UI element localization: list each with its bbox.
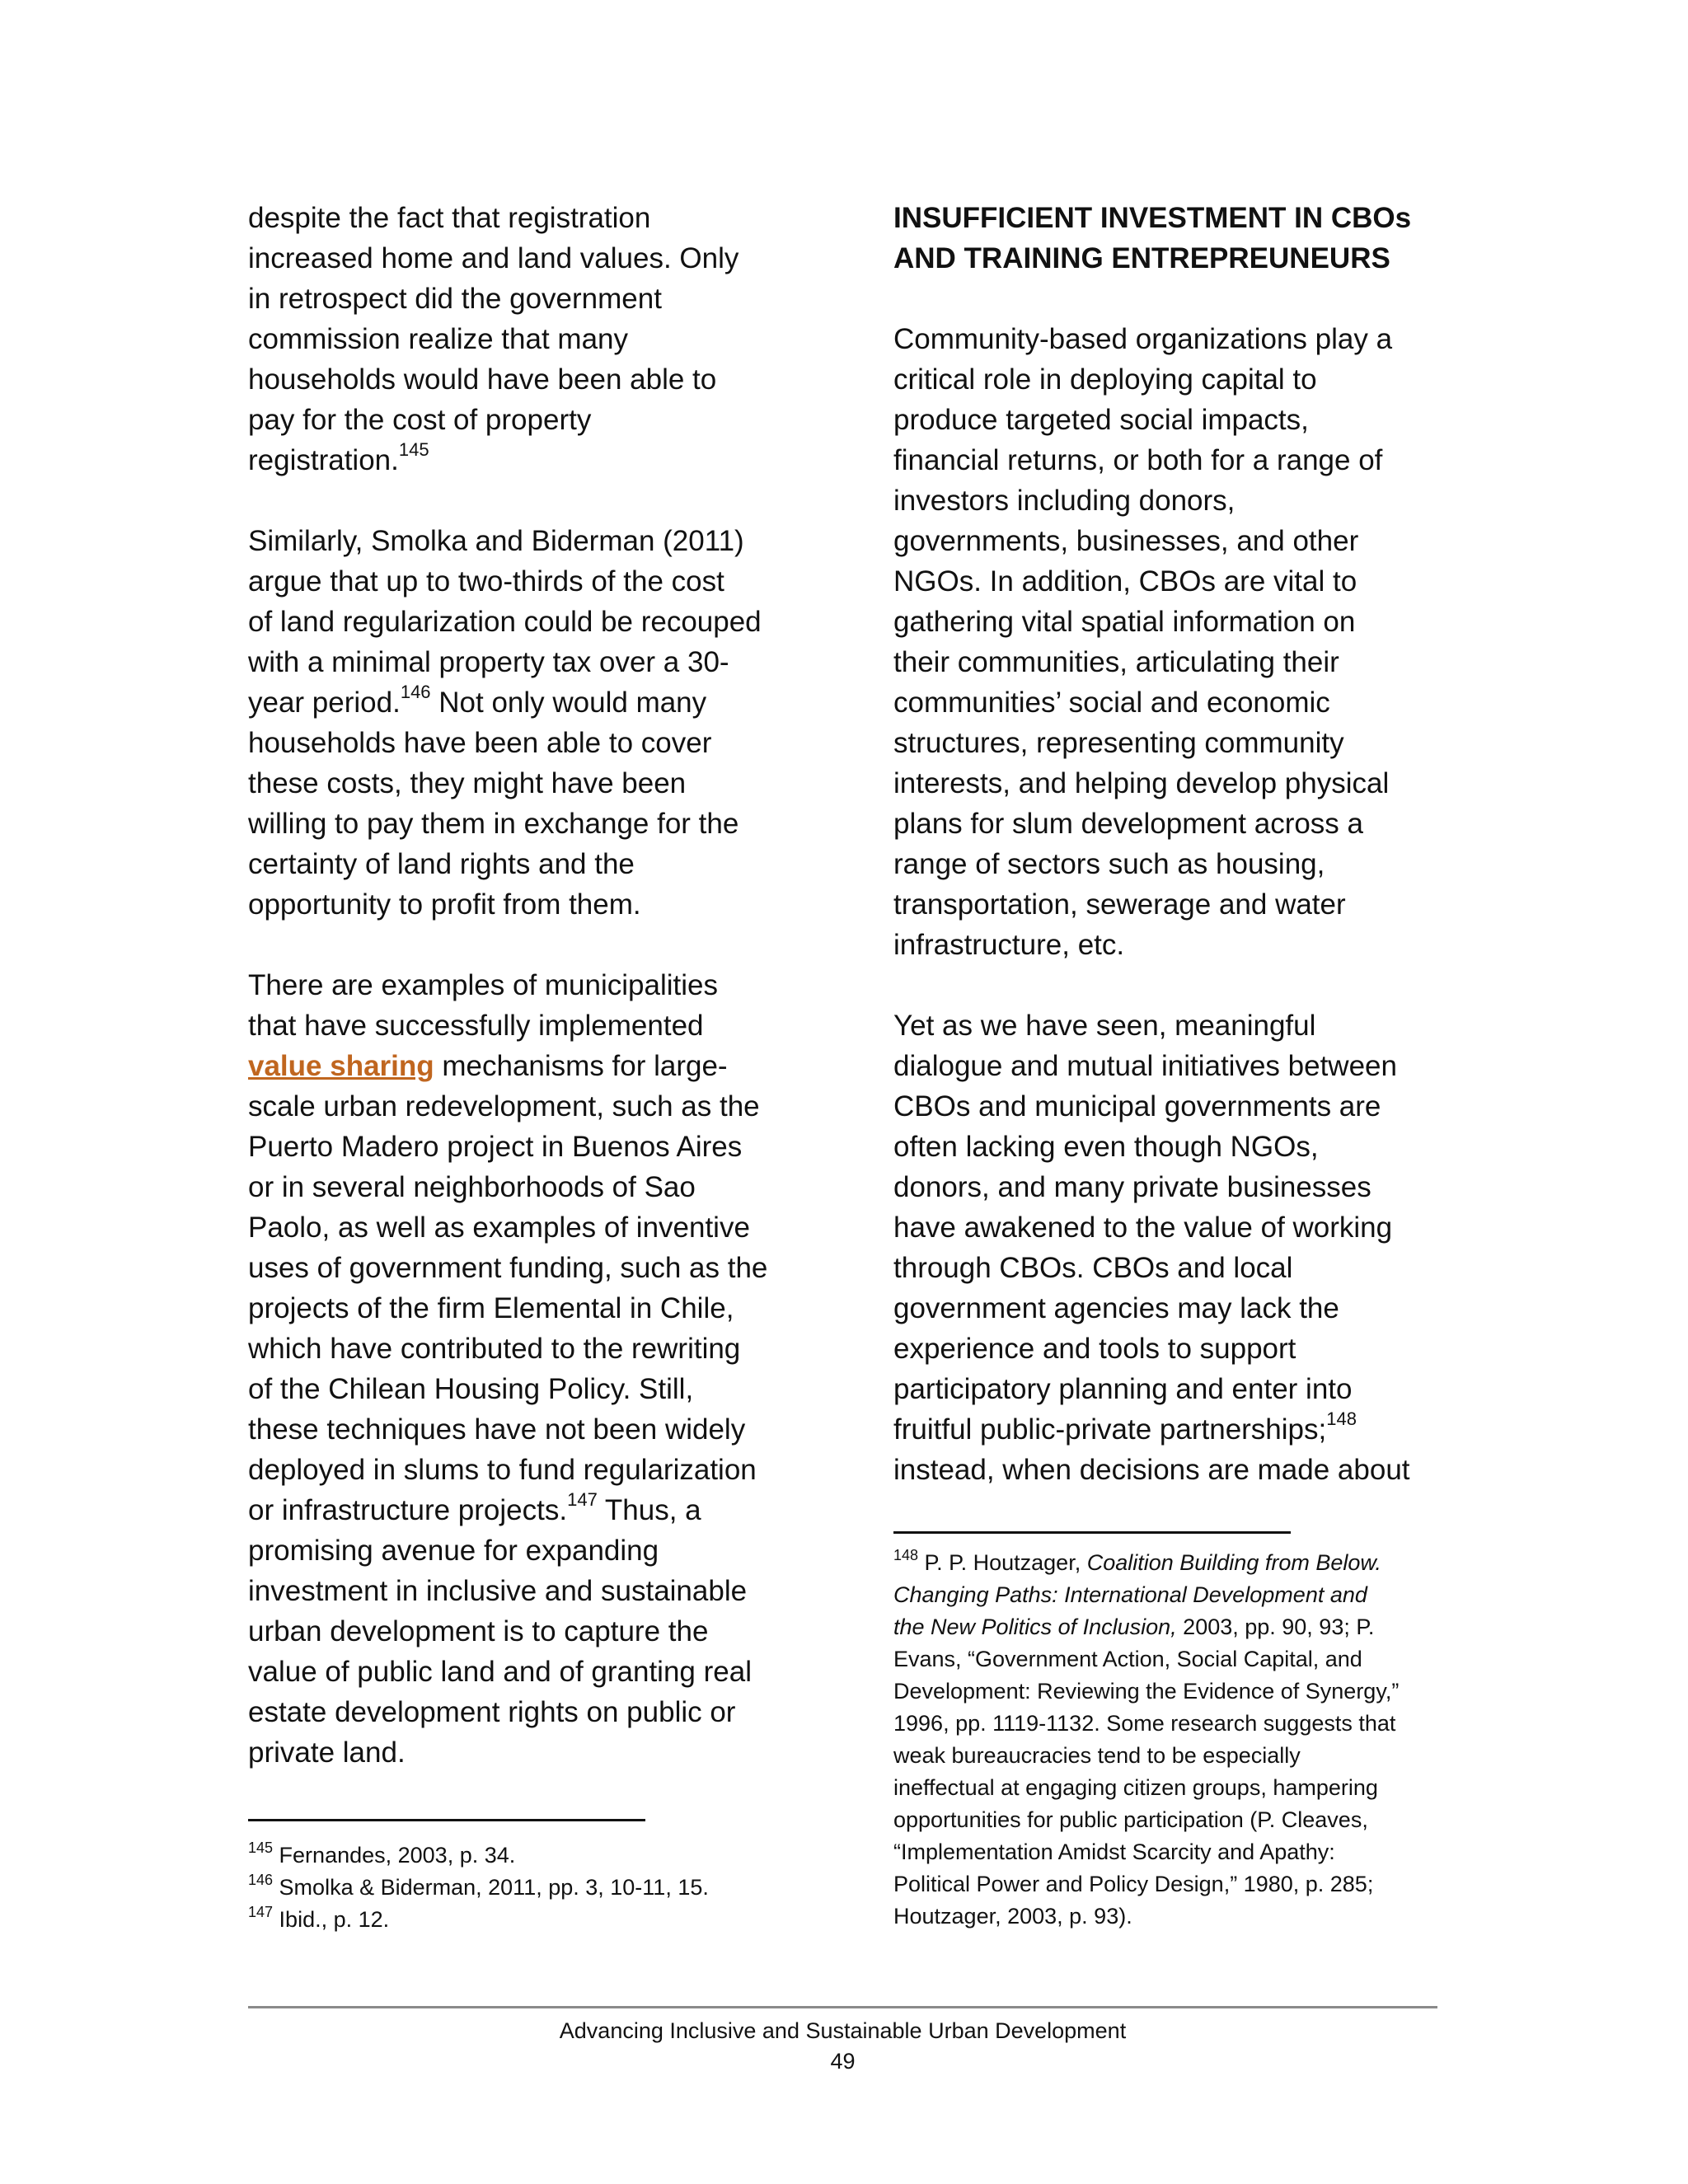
text-line: financial returns, or both for a range of: [893, 444, 1383, 476]
text-line: often lacking even though NGOs,: [893, 1131, 1319, 1163]
footer-title: Advancing Inclusive and Sustainable Urban Development: [559, 2018, 1127, 2043]
text-line: government agencies may lack the: [893, 1292, 1339, 1324]
right-footnotes: [893, 1547, 1470, 1933]
text-line: [248, 1046, 809, 1086]
text-line: [248, 1490, 809, 1530]
footnote-text: P. P. Houtzager,: [918, 1550, 1087, 1575]
text-line: promising avenue for expanding: [248, 1535, 659, 1567]
footnote-147: [248, 1904, 825, 1936]
text-line: these costs, they might have been: [248, 767, 687, 799]
paragraph-gap: [248, 925, 809, 965]
value-sharing-link[interactable]: value sharing: [248, 1050, 434, 1082]
text-line: Community-based organizations play a: [893, 323, 1393, 355]
footnote-line: [893, 1547, 1470, 1579]
footnote-line: Development: Reviewing the Evidence of Synergy,”: [893, 1679, 1400, 1704]
footnote-line: [893, 1579, 1470, 1611]
right-column: [893, 198, 1454, 1490]
footnote-ref-147[interactable]: 147: [567, 1489, 598, 1511]
footnote-ref-146[interactable]: 146: [400, 682, 431, 703]
text-line: infrastructure, etc.: [893, 929, 1125, 961]
text-line: range of sectors such as housing,: [893, 848, 1325, 880]
footnote-number: 145: [248, 1840, 274, 1856]
text-line: that have successfully implemented: [248, 1010, 704, 1042]
footnote-number: 147: [248, 1904, 274, 1920]
page-number: 49: [830, 2049, 856, 2074]
text-fragment: Thus, a: [597, 1494, 701, 1526]
footnote-text: Ibid., p. 12.: [273, 1907, 390, 1932]
text-line: which have contributed to the rewriting: [248, 1333, 741, 1365]
footnote-title: Changing Paths: International Development and: [893, 1582, 1367, 1607]
footnote-title: the New Politics of Inclusion,: [893, 1615, 1177, 1639]
footer-rule: [248, 2006, 1437, 2008]
text-fragment: registration.: [248, 444, 399, 476]
text-line: critical role in deploying capital to: [893, 363, 1317, 396]
text-line: through CBOs. CBOs and local: [893, 1252, 1293, 1284]
text-fragment: mechanisms for large-: [434, 1050, 728, 1082]
text-line: Puerto Madero project in Buenos Aires: [248, 1131, 743, 1163]
text-line: have awakened to the value of working: [893, 1212, 1393, 1244]
text-line: governments, businesses, and other: [893, 525, 1359, 557]
paragraph-gap: [893, 279, 1454, 319]
footnote-line: opportunities for public participation (P. Cleaves,: [893, 1807, 1368, 1832]
left-column: [248, 198, 809, 1773]
text-line: scale urban redevelopment, such as the: [248, 1090, 760, 1122]
text-fragment: year period.: [248, 687, 401, 719]
paragraph-gap: [248, 480, 809, 521]
footnote-146: [248, 1872, 825, 1904]
footnote-text: Fernandes, 2003, p. 34.: [273, 1843, 516, 1868]
footnote-line: Houtzager, 2003, p. 93).: [893, 1904, 1132, 1929]
text-line: value of public land and of granting real: [248, 1656, 752, 1688]
footnote-text: Smolka & Biderman, 2011, pp. 3, 10-11, 15.: [273, 1875, 709, 1900]
text-line: despite the fact that registration: [248, 202, 651, 234]
footnote-text: 2003, pp. 90, 93; P.: [1176, 1615, 1375, 1639]
text-line: increased home and land values. Only: [248, 242, 739, 274]
text-line: communities’ social and economic: [893, 687, 1330, 719]
text-line: with a minimal property tax over a 30-: [248, 646, 729, 678]
text-line: willing to pay them in exchange for the: [248, 808, 739, 840]
footnote-145: [248, 1840, 825, 1872]
text-line: [248, 682, 809, 723]
text-fragment: fruitful public-private partnerships;: [893, 1413, 1327, 1446]
text-line: uses of government funding, such as the: [248, 1252, 768, 1284]
text-line: pay for the cost of property: [248, 404, 592, 436]
text-line: projects of the firm Elemental in Chile,: [248, 1292, 734, 1324]
text-line: urban development is to capture the: [248, 1615, 709, 1647]
text-line: structures, representing community: [893, 727, 1344, 759]
text-line: opportunity to profit from them.: [248, 888, 641, 921]
footnote-line: 1996, pp. 1119-1132. Some research suggests that: [893, 1711, 1396, 1736]
footnote-separator: [893, 1531, 1291, 1534]
text-line: plans for slum development across a: [893, 808, 1363, 840]
text-line: participatory planning and enter into: [893, 1373, 1353, 1405]
text-line: CBOs and municipal governments are: [893, 1090, 1381, 1122]
paragraph-gap: [893, 965, 1454, 1005]
text-line: There are examples of municipalities: [248, 969, 718, 1001]
footnote-148: [893, 1547, 1470, 1933]
text-line: these techniques have not been widely: [248, 1413, 746, 1446]
text-line: commission realize that many: [248, 323, 628, 355]
text-line: Yet as we have seen, meaningful: [893, 1010, 1316, 1042]
text-line: produce targeted social impacts,: [893, 404, 1309, 436]
text-line: instead, when decisions are made about: [893, 1454, 1410, 1486]
text-line: certainty of land rights and the: [248, 848, 635, 880]
footnote-title: Coalition Building from Below.: [1086, 1550, 1381, 1575]
text-fragment: or infrastructure projects.: [248, 1494, 568, 1526]
text-line: donors, and many private businesses: [893, 1171, 1372, 1203]
section-heading: INSUFFICIENT INVESTMENT IN CBOs: [893, 202, 1412, 234]
text-line: [248, 440, 809, 480]
footnote-ref-145[interactable]: 145: [398, 439, 429, 461]
text-line: or in several neighborhoods of Sao: [248, 1171, 696, 1203]
footnote-line: Evans, “Government Action, Social Capital, and: [893, 1647, 1362, 1671]
text-line: argue that up to two-thirds of the cost: [248, 565, 724, 598]
text-line: dialogue and mutual initiatives between: [893, 1050, 1397, 1082]
text-line: of land regularization could be recouped: [248, 606, 762, 638]
text-line: households have been able to cover: [248, 727, 712, 759]
footnote-number: 146: [248, 1872, 274, 1888]
footnote-line: weak bureaucracies tend to be especially: [893, 1743, 1301, 1768]
text-line: experience and tools to support: [893, 1333, 1296, 1365]
text-line: households would have been able to: [248, 363, 717, 396]
footnote-line: “Implementation Amidst Scarcity and Apathy:: [893, 1840, 1335, 1864]
footnote-separator: [248, 1819, 645, 1821]
text-line: [893, 1409, 1454, 1450]
left-footnotes: [248, 1840, 825, 1936]
text-line: Similarly, Smolka and Biderman (2011): [248, 525, 744, 557]
text-line: Paolo, as well as examples of inventive: [248, 1212, 750, 1244]
text-line: investment in inclusive and sustainable: [248, 1575, 748, 1607]
text-line: estate development rights on public or: [248, 1696, 736, 1728]
footnote-line: Political Power and Policy Design,” 1980, p. 285;: [893, 1872, 1374, 1896]
footnote-line: [893, 1611, 1470, 1643]
text-line: investors including donors,: [893, 485, 1236, 517]
text-line: gathering vital spatial information on: [893, 606, 1356, 638]
footnote-line: ineffectual at engaging citizen groups, hampering: [893, 1775, 1378, 1800]
footnote-ref-148[interactable]: 148: [1326, 1408, 1357, 1430]
text-line: interests, and helping develop physical: [893, 767, 1390, 799]
text-line: private land.: [248, 1736, 406, 1769]
text-line: of the Chilean Housing Policy. Still,: [248, 1373, 694, 1405]
text-fragment: Not only would many: [430, 687, 707, 719]
footnote-number: 148: [893, 1547, 919, 1563]
text-line: their communities, articulating their: [893, 646, 1339, 678]
text-line: in retrospect did the government: [248, 283, 662, 315]
text-line: deployed in slums to fund regularization: [248, 1454, 757, 1486]
section-heading: AND TRAINING ENTREPREUNEURS: [893, 242, 1390, 274]
text-line: transportation, sewerage and water: [893, 888, 1346, 921]
text-line: NGOs. In addition, CBOs are vital to: [893, 565, 1357, 598]
